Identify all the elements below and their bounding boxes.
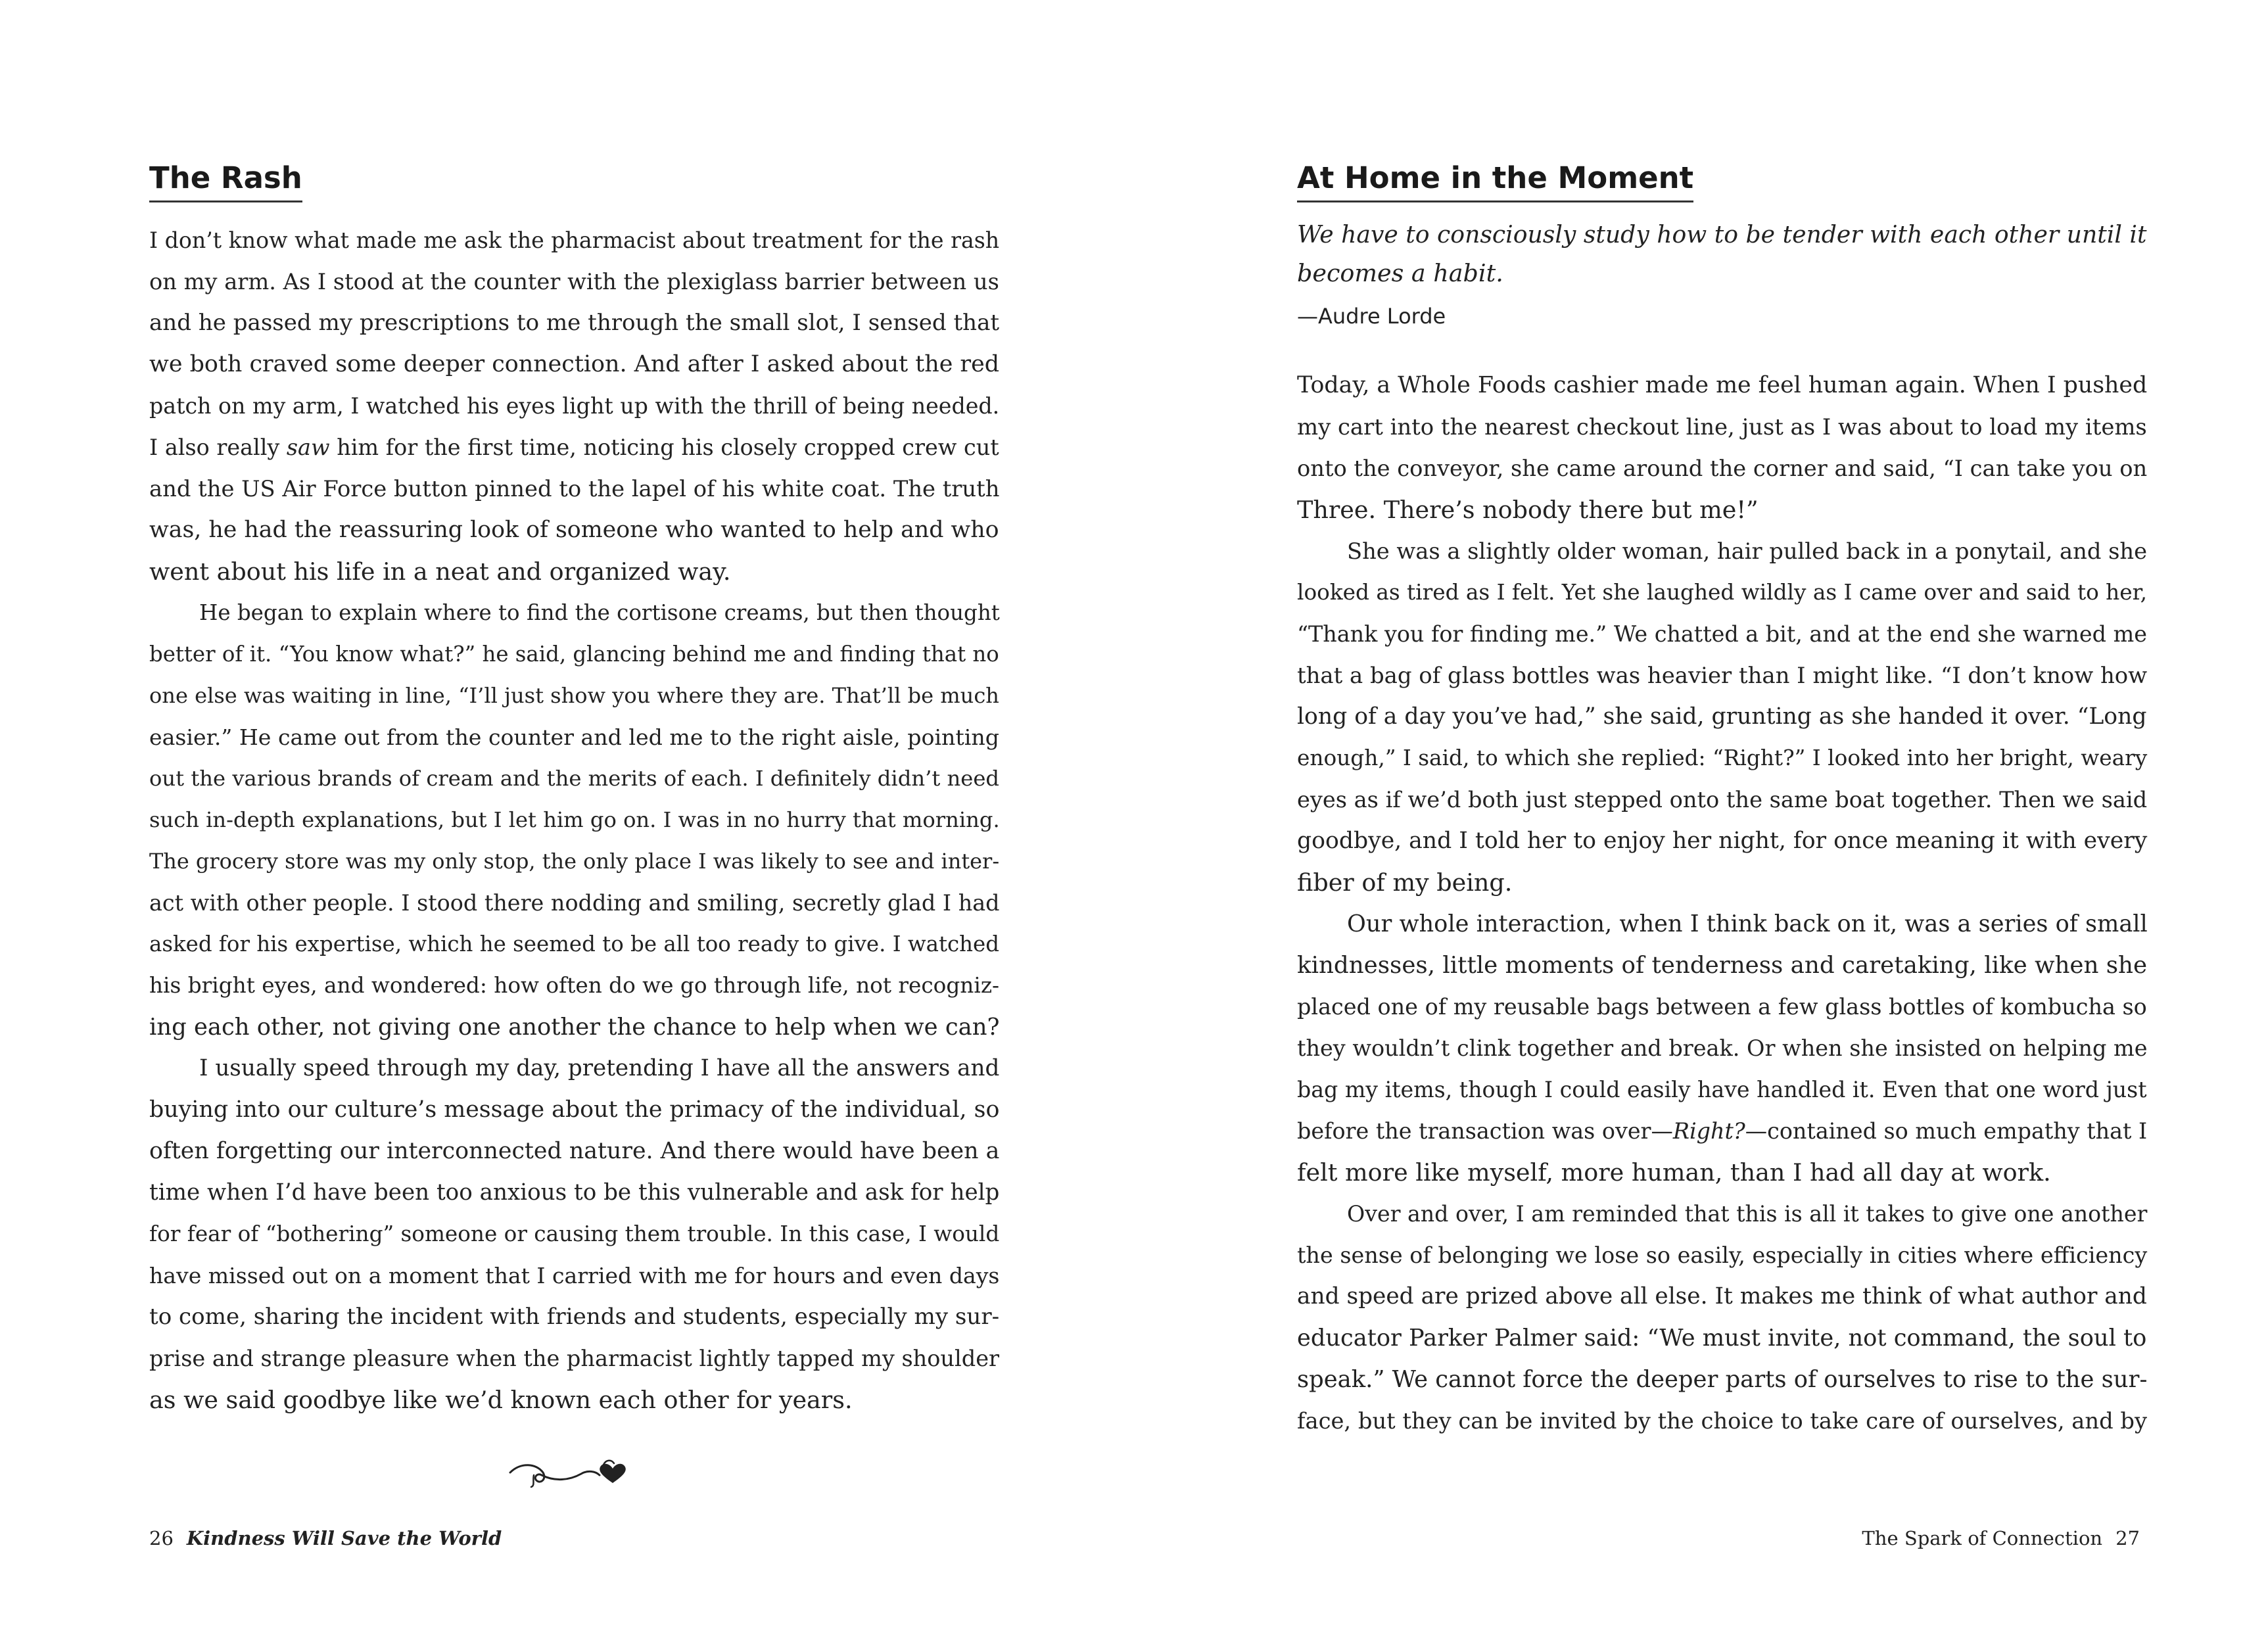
- text-line: [1297, 1110, 2152, 1152]
- page-footer: [1862, 1525, 2140, 1551]
- text-line: often forgetting our interconnected nature. And there would have been a: [149, 1138, 1000, 1164]
- text-line: one else was waiting in line, “I’ll just show you where they are. That’ll be much: [149, 683, 999, 708]
- text-line: Three. There’s nobody there but me!”: [1297, 496, 1759, 524]
- text-line: [149, 427, 1004, 468]
- text-run: I also really: [149, 435, 287, 460]
- text-line: out the various brands of cream and the merits of each. I definitely didn’t need: [149, 766, 1000, 791]
- text-line: “Thank you for finding me.” We chatted a bit, and at the end she warned me: [1297, 621, 2147, 647]
- text-line: they wouldn’t clink together and break. Or when she insisted on helping me: [1297, 1035, 2148, 1061]
- text-line: Today, a Whole Foods cashier made me feel human again. When I pushed: [1297, 372, 2148, 398]
- text-line: his bright eyes, and wondered: how often do we go through life, not recogniz-: [149, 973, 1000, 998]
- epigraph-quote: [1297, 215, 2152, 293]
- epigraph-line: We have to consciously study how to be tender with each other until it: [1297, 220, 2147, 248]
- emphasis: Right?: [1672, 1118, 1745, 1144]
- text-line: went about his life in a neat and organized way.: [149, 557, 731, 586]
- emphasis: saw: [286, 435, 330, 460]
- text-line: that a bag of glass bottles was heavier than I might like. “I don’t know how: [1297, 663, 2148, 688]
- text-line: prise and strange pleasure when the pharmacist lightly tapped my shoulder: [149, 1346, 1000, 1371]
- text-line: easier.” He came out from the counter and led me to the right aisle, pointing: [149, 724, 999, 750]
- epigraph-attribution: —Audre Lorde: [1297, 304, 1446, 329]
- text-line: better of it. “You know what?” he said, glancing behind me and finding that no: [149, 642, 999, 667]
- text-line: and speed are prized above all else. It makes me think of what author and: [1297, 1283, 2147, 1309]
- text-line: as we said goodbye like we’d known each other for years.: [149, 1386, 853, 1414]
- text-line: educator Parker Palmer said: “We must invite, not command, the soul to: [1297, 1325, 2147, 1352]
- text-line: such in-depth explanations, but I let him go on. I was in no hurry that morning.: [149, 807, 1000, 832]
- text-line: we both craved some deeper connection. And after I asked about the red: [149, 351, 1000, 377]
- text-line: long of a day you’ve had,” she said, grunting as she handed it over. “Long: [1297, 703, 2147, 730]
- text-line: the sense of belonging we lose so easily, especially in cities where efficiency: [1297, 1242, 2148, 1268]
- text-line: for fear of “bothering” someone or causing them trouble. In this case, I would: [149, 1221, 1000, 1246]
- text-line: act with other people. I stood there nodding and smiling, secretly glad I had: [149, 890, 1000, 916]
- page-footer: [149, 1525, 502, 1551]
- text-line: Over and over, I am reminded that this is all it takes to give one another: [1347, 1201, 2148, 1227]
- text-line: Our whole interaction, when I think back on it, was a series of small: [1347, 910, 2148, 937]
- text-line: and he passed my prescriptions to me through the small slot, I sensed that: [149, 310, 1000, 336]
- text-line: asked for his expertise, which he seemed to be all too ready to give. I watched: [149, 931, 1000, 956]
- epigraph-line: becomes a habit.: [1297, 259, 1503, 287]
- running-head-section-title: The Spark of Connection: [1862, 1527, 2103, 1549]
- text-line: He began to explain where to find the cortisone creams, but then thought: [199, 600, 1000, 625]
- text-line: patch on my arm, I watched his eyes light up with the thrill of being needed.: [149, 393, 1000, 419]
- text-line: buying into our culture’s message about the primacy of the individual, so: [149, 1096, 1000, 1123]
- right-page: [1134, 0, 2268, 1627]
- text-line: enough,” I said, to which she replied: “Right?” I looked into her bright, weary: [1297, 745, 2148, 770]
- text-line: felt more like myself, more human, than I had all day at work.: [1297, 1158, 2051, 1187]
- text-line: on my arm. As I stood at the counter with the plexiglass barrier between us: [149, 269, 999, 295]
- body-text: [149, 220, 1004, 1421]
- body-text: [1297, 365, 2152, 1442]
- page-number: 26: [149, 1527, 174, 1549]
- text-line: time when I’d have been too anxious to be this vulnerable and ask for help: [149, 1179, 1000, 1206]
- text-run: before the transaction was over—: [1297, 1118, 1673, 1144]
- section-title: The Rash: [149, 163, 302, 202]
- text-line: was, he had the reassuring look of someone who wanted to help and who: [149, 517, 999, 543]
- text-line: face, but they can be invited by the choice to take care of ourselves, and by: [1297, 1408, 2148, 1434]
- text-line: to come, sharing the incident with friends and students, especially my sur-: [149, 1304, 1000, 1330]
- running-head-book-title: Kindness Will Save the World: [186, 1527, 502, 1549]
- text-run: him for the first time, noticing his closely cropped crew cut: [329, 435, 999, 460]
- text-line: speak.” We cannot force the deeper parts of ourselves to rise to the sur-: [1297, 1366, 2148, 1393]
- text-line: my cart into the nearest checkout line, just as I was about to load my items: [1297, 414, 2147, 440]
- text-line: have missed out on a moment that I carried with me for hours and even days: [149, 1263, 1000, 1288]
- flourish-heart-icon: [506, 1455, 631, 1496]
- text-line: I usually speed through my day, pretending I have all the answers and: [199, 1055, 1000, 1081]
- page-number: 27: [2115, 1527, 2140, 1549]
- text-line: placed one of my reusable bags between a few glass bottles of kombucha so: [1297, 994, 2147, 1020]
- text-line: onto the conveyor, she came around the corner and said, “I can take you on: [1297, 456, 2148, 481]
- text-line: ing each other, not giving one another the chance to help when we can?: [149, 1014, 1000, 1041]
- text-line: fiber of my being.: [1297, 868, 1513, 897]
- text-line: goodbye, and I told her to enjoy her night, for once meaning it with every: [1297, 828, 2148, 854]
- text-run: —contained so much empathy that I: [1745, 1118, 2148, 1144]
- text-line: The grocery store was my only stop, the only place I was likely to see and inter-: [149, 849, 1000, 874]
- text-line: kindnesses, little moments of tenderness and caretaking, like when she: [1297, 952, 2148, 979]
- text-line: I don’t know what made me ask the pharmacist about treatment for the rash: [149, 227, 1000, 253]
- text-line: She was a slightly older woman, hair pulled back in a ponytail, and she: [1347, 538, 2148, 564]
- text-line: eyes as if we’d both just stepped onto the same boat together. Then we said: [1297, 787, 2148, 813]
- text-line: looked as tired as I felt. Yet she laughed wildly as I came over and said to her,: [1297, 580, 2148, 605]
- text-line: and the US Air Force button pinned to the lapel of his white coat. The truth: [149, 476, 1000, 502]
- text-line: bag my items, though I could easily have handled it. Even that one word just: [1297, 1077, 2147, 1102]
- section-title: At Home in the Moment: [1297, 163, 1693, 202]
